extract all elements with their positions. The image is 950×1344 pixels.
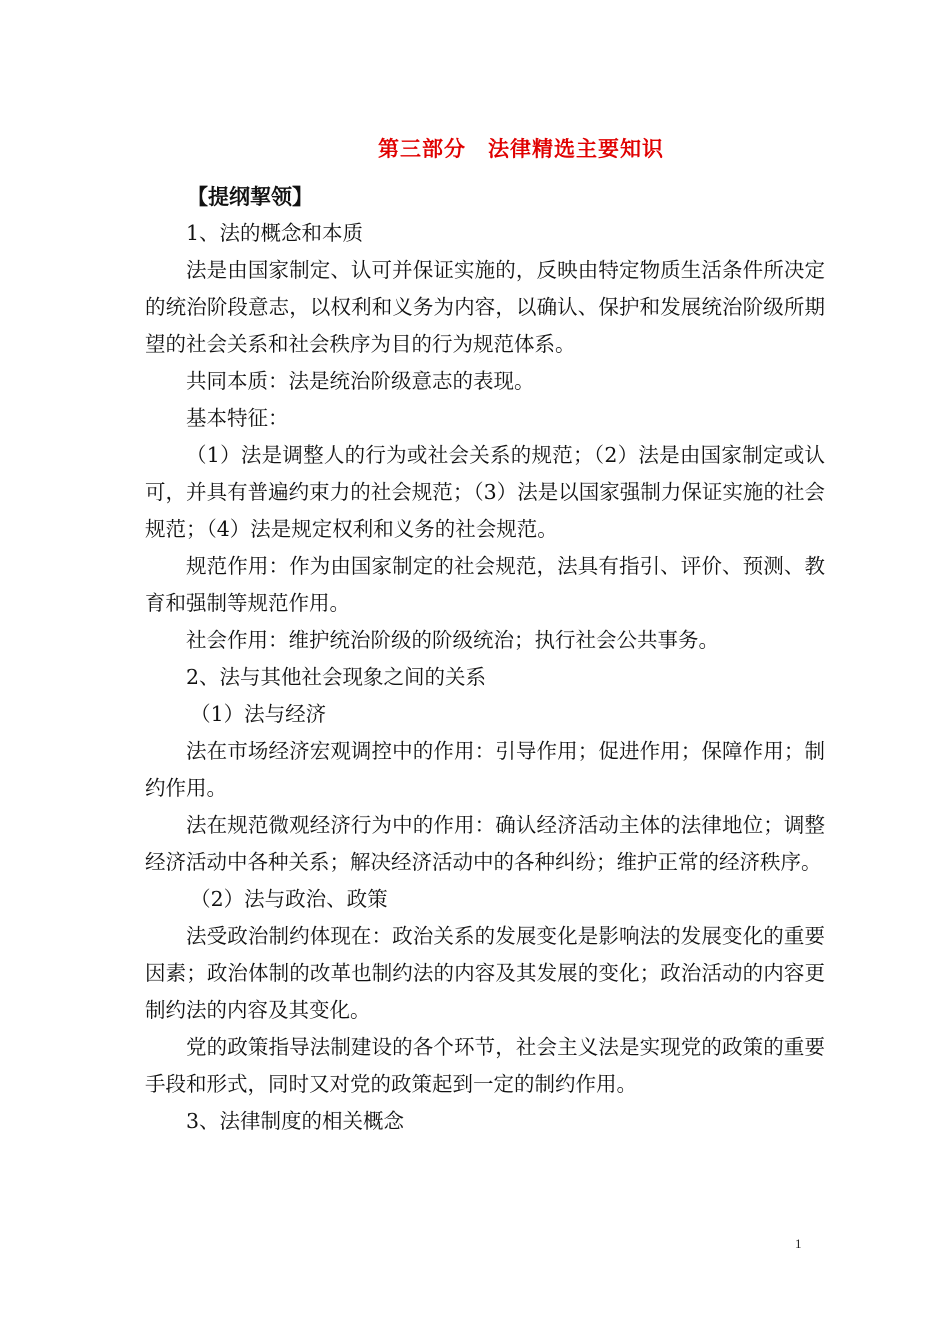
paragraph-15: 3、法律制度的相关概念: [186, 1109, 405, 1133]
paragraph-4: 基本特征：: [186, 406, 289, 430]
paragraph-11: 法在规范微观经济行为中的作用：确认经济活动主体的法律地位；调整经济活动中各种关系；解决经济活动中的各种纠纷；维护正常的经济秩序。: [145, 813, 825, 874]
paragraph-10: 法在市场经济宏观调控中的作用：引导作用；促进作用；保障作用；制约作用。: [145, 739, 825, 800]
paragraph-9: （1）法与经济: [190, 702, 327, 726]
document-body: [145, 178, 825, 1140]
paragraph-3: 共同本质：法是统治阶级意志的表现。: [186, 369, 535, 393]
page-number: 1: [795, 1236, 802, 1251]
paragraph-14: 党的政策指导法制建设的各个环节，社会主义法是实现党的政策的重要手段和形式，同时又对党的政策起到一定的制约作用。: [145, 1035, 825, 1096]
paragraph-13: 法受政治制约体现在：政治关系的发展变化是影响法的发展变化的重要因素；政治体制的改革也制约法的内容及其发展的变化；政治活动的内容更制约法的内容及其变化。: [145, 924, 825, 1022]
paragraph-12: （2）法与政治、政策: [190, 887, 388, 911]
document-title: 第三部分 法律精选主要知识: [378, 136, 664, 161]
paragraph-5: （1）法是调整人的行为或社会关系的规范；（2）法是由国家制定或认可，并具有普遍约束力的社会规范；（3）法是以国家强制力保证实施的社会规范；（4）法是规定权利和义务的社会规范。: [145, 443, 825, 541]
paragraph-1: 1、法的概念和本质: [186, 221, 364, 245]
paragraph-7: 社会作用：维护统治阶级的阶级统治；执行社会公共事务。: [186, 628, 719, 652]
paragraph-8: 2、法与其他社会现象之间的关系: [186, 665, 487, 689]
paragraph-6: 规范作用：作为由国家制定的社会规范，法具有指引、评价、预测、教育和强制等规范作用。: [145, 554, 825, 615]
section-heading: 【提纲挈领】: [187, 184, 313, 209]
paragraph-2: 法是由国家制定、认可并保证实施的，反映由特定物质生活条件所决定的统治阶段意志，以权利和义务为内容，以确认、保护和发展统治阶级所期望的社会关系和社会秩序为目的行为规范体系。: [145, 258, 825, 356]
